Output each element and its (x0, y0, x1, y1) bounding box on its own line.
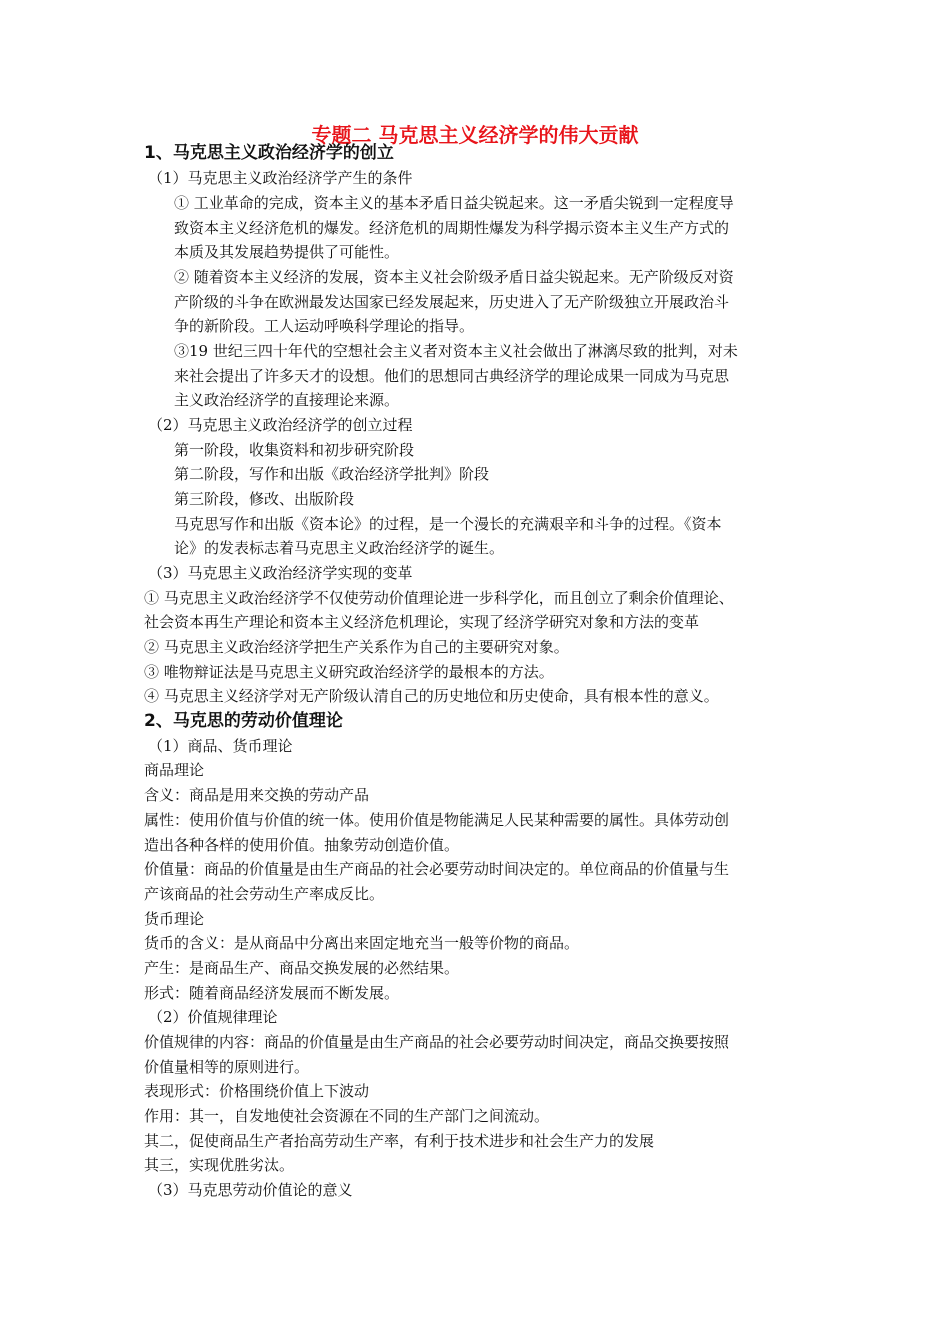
text-line: （2）马克思主义政治经济学的创立过程 (148, 416, 413, 434)
text-line: 形式：随着商品经济发展而不断发展。 (144, 984, 400, 1002)
text-line: （3）马克思主义政治经济学实现的变革 (148, 564, 413, 582)
section-heading: 2、马克思的劳动价值理论 (144, 711, 343, 731)
text-line: 其三，实现优胜劣汰。 (144, 1156, 295, 1174)
text-line: 产该商品的社会劳动生产率成反比。 (144, 885, 385, 903)
text-line: 致资本主义经济危机的爆发。经济危机的周期性爆发为科学揭示资本主义生产方式的 (174, 219, 730, 237)
text-line: 属性：使用价值与价值的统一体。使用价值是物能满足人民某种需要的属性。具体劳动创 (144, 811, 730, 829)
text-line: ① 马克思主义政治经济学不仅使劳动价值理论进一步科学化，而且创立了剩余价值理论、 (144, 589, 734, 607)
text-line: （1）商品、货币理论 (148, 737, 293, 755)
text-line: 第三阶段，修改、出版阶段 (174, 490, 355, 508)
text-line: 产生：是商品生产、商品交换发展的必然结果。 (144, 959, 460, 977)
text-line: 表现形式：价格围绕价值上下波动 (144, 1082, 370, 1100)
text-line: ① 工业革命的完成，资本主义的基本矛盾日益尖锐起来。这一矛盾尖锐到一定程度导 (174, 194, 734, 212)
text-line: ③ 唯物辩证法是马克思主义研究政治经济学的最根本的方法。 (144, 663, 554, 681)
text-line: 价值量相等的原则进行。 (144, 1058, 310, 1076)
text-line: 货币理论 (144, 910, 205, 928)
text-line: 含义：商品是用来交换的劳动产品 (144, 786, 370, 804)
text-line: 商品理论 (144, 761, 205, 779)
text-line: 第一阶段，收集资料和初步研究阶段 (174, 441, 415, 459)
text-line: 马克思写作和出版《资本论》的过程，是一个漫长的充满艰辛和斗争的过程。《资本 (174, 515, 722, 533)
text-line: ③19 世纪三四十年代的空想社会主义者对资本主义社会做出了淋漓尽致的批判，对未 (174, 342, 738, 360)
text-line: （2）价值规律理论 (148, 1008, 278, 1026)
text-line: （1）马克思主义政治经济学产生的条件 (148, 169, 413, 187)
text-line: 造出各种各样的使用价值。抽象劳动创造价值。 (144, 836, 460, 854)
text-line: 社会资本再生产理论和资本主义经济危机理论，实现了经济学研究对象和方法的变革 (144, 613, 700, 631)
text-line: 其二，促使商品生产者抬高劳动生产率，有利于技术进步和社会生产力的发展 (144, 1132, 655, 1150)
text-line: 本质及其发展趋势提供了可能性。 (174, 243, 400, 261)
text-line: 第二阶段，写作和出版《政治经济学批判》阶段 (174, 465, 490, 483)
text-line: ② 马克思主义政治经济学把生产关系作为自己的主要研究对象。 (144, 638, 569, 656)
document-title: 专题二 马克思主义经济学的伟大贡献 (311, 123, 639, 147)
text-line: 作用：其一，自发地使社会资源在不同的生产部门之间流动。 (144, 1107, 550, 1125)
text-line: 主义政治经济学的直接理论来源。 (174, 391, 400, 409)
text-line: ④ 马克思主义经济学对无产阶级认清自己的历史地位和历史使命，具有根本性的意义。 (144, 687, 719, 705)
text-line: 货币的含义：是从商品中分离出来固定地充当一般等价物的商品。 (144, 934, 580, 952)
text-line: 来社会提出了许多天才的设想。他们的思想同古典经济学的理论成果一同成为马克思 (174, 367, 730, 385)
text-line: 论》的发表标志着马克思主义政治经济学的诞生。 (174, 539, 505, 557)
text-line: 产阶级的斗争在欧洲最发达国家已经发展起来，历史进入了无产阶级独立开展政治斗 (174, 293, 730, 311)
section-heading: 1、马克思主义政治经济学的创立 (144, 143, 394, 163)
text-line: 价值量：商品的价值量是由生产商品的社会必要劳动时间决定的。单位商品的价值量与生 (144, 860, 730, 878)
text-line: ② 随着资本主义经济的发展，资本主义社会阶级矛盾日益尖锐起来。无产阶级反对资 (174, 268, 734, 286)
text-line: （3）马克思劳动价值论的意义 (148, 1181, 353, 1199)
text-line: 价值规律的内容：商品的价值量是由生产商品的社会必要劳动时间决定，商品交换要按照 (144, 1033, 730, 1051)
text-line: 争的新阶段。工人运动呼唤科学理论的指导。 (174, 317, 475, 335)
